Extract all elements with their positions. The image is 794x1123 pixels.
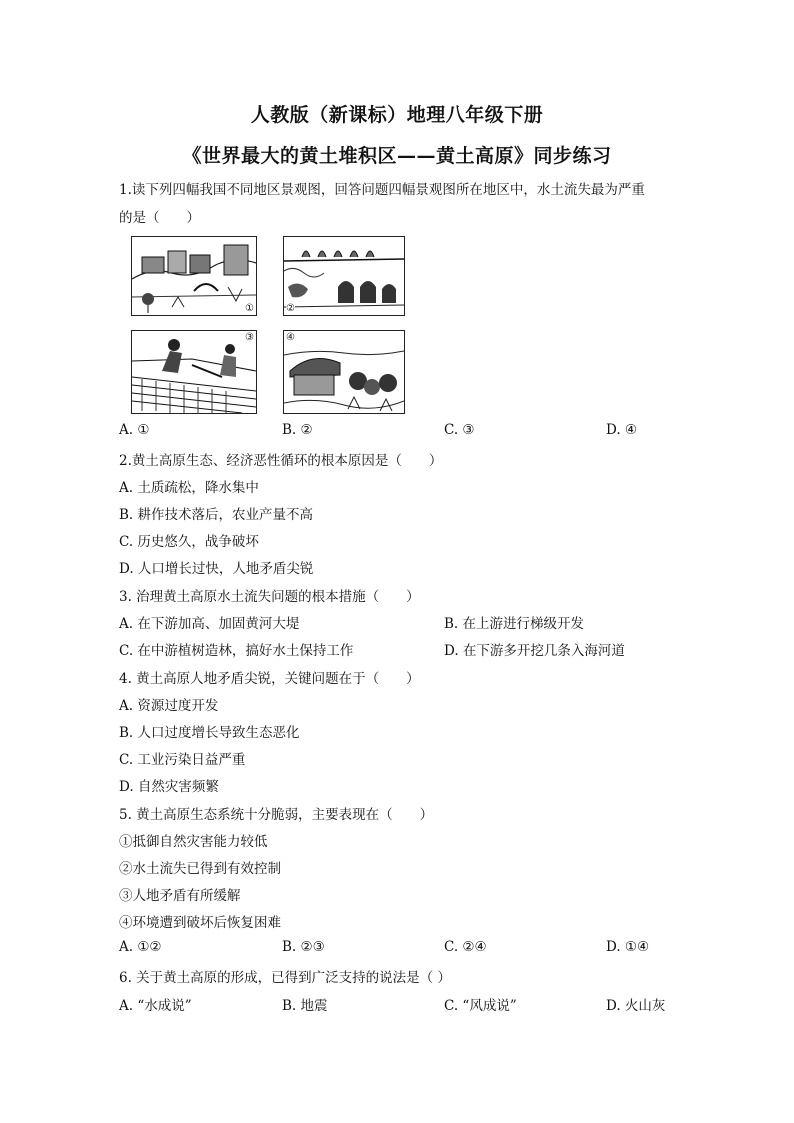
question-6-stem: 6. 关于黄土高原的形成，已得到广泛支持的说法是（ ）: [119, 970, 451, 986]
question-5-statement-1: ①抵御自然灾害能力较低: [119, 834, 268, 850]
question-5-statement-2: ②水土流失已得到有效控制: [119, 861, 281, 877]
question-2-option-c[interactable]: C. 历史悠久，战争破坏: [119, 534, 259, 550]
riverside-village-drawing: [284, 331, 404, 413]
question-4-option-c[interactable]: C. 工业污染日益严重: [119, 752, 246, 768]
question-6-option-b[interactable]: B. 地震: [282, 998, 328, 1014]
question-5-option-a[interactable]: A. ①②: [119, 939, 162, 955]
question-5-stem: 5. 黄土高原生态系统十分脆弱，主要表现在（ ）: [119, 807, 434, 823]
figure-3-image: [131, 330, 257, 414]
page-title: 人教版（新课标）地理八年级下册: [250, 104, 544, 126]
figure-3-number: ③: [245, 332, 254, 343]
question-3-option-b[interactable]: B. 在上游进行梯级开发: [444, 616, 585, 632]
question-2-stem: 2.黄土高原生态、经济恶性循环的根本原因是（ ）: [119, 453, 443, 469]
figure-4-image: [283, 330, 405, 414]
question-6-option-a[interactable]: A. “水成说”: [119, 998, 192, 1014]
question-6-option-c[interactable]: C. “风成说”: [444, 998, 517, 1014]
figure-4-number: ④: [286, 332, 295, 343]
question-1-option-a[interactable]: A. ①: [119, 422, 150, 438]
question-6-option-d[interactable]: D. 火山灰: [606, 998, 666, 1014]
question-4-option-b[interactable]: B. 人口过度增长导致生态恶化: [119, 725, 300, 741]
terrace-farming-drawing: [132, 331, 256, 413]
page-subtitle: 《世界最大的黄土堆积区——黄土高原》同步练习: [182, 145, 612, 167]
figure-1-number: ①: [245, 303, 254, 314]
question-4-stem: 4. 黄土高原人地矛盾尖锐，关键问题在于（ ）: [119, 671, 420, 687]
question-3-option-c[interactable]: C. 在中游植树造林，搞好水土保持工作: [119, 643, 354, 659]
question-4-option-d[interactable]: D. 自然灾害频繁: [119, 779, 219, 795]
question-5-statement-4: ④环境遭到破坏后恢复困难: [119, 915, 281, 931]
cave-dwelling-drawing: [284, 237, 404, 315]
question-2-option-b[interactable]: B. 耕作技术落后，农业产量不高: [119, 507, 314, 523]
question-1-stem-line-2: 的是（ ）: [119, 210, 200, 226]
question-5-option-b[interactable]: B. ②③: [282, 939, 325, 955]
question-4-option-a[interactable]: A. 资源过度开发: [119, 698, 219, 714]
question-5-statement-3: ③人地矛盾有所缓解: [119, 888, 241, 904]
landscape-figures: [131, 236, 407, 414]
figure-2-number: ②: [286, 303, 295, 314]
question-2-option-d[interactable]: D. 人口增长过快，人地矛盾尖锐: [119, 561, 314, 577]
question-3-option-a[interactable]: A. 在下游加高、加固黄河大堤: [119, 616, 300, 632]
question-1-option-d[interactable]: D. ④: [606, 422, 638, 438]
question-5-option-d[interactable]: D. ①④: [606, 939, 650, 955]
village-landscape-drawing: [132, 237, 256, 315]
question-1-option-b[interactable]: B. ②: [282, 422, 313, 438]
question-5-option-c[interactable]: C. ②④: [444, 939, 487, 955]
figure-2-image: [283, 236, 405, 316]
question-2-option-a[interactable]: A. 土质疏松，降水集中: [119, 480, 259, 496]
question-1-option-c[interactable]: C. ③: [444, 422, 475, 438]
figure-1-image: [131, 236, 257, 316]
question-3-stem: 3. 治理黄土高原水土流失问题的根本措施（ ）: [119, 589, 420, 605]
question-3-option-d[interactable]: D. 在下游多开挖几条入海河道: [444, 643, 625, 659]
question-1-stem-line-1: 1.读下列四幅我国不同地区景观图，回答问题四幅景观图所在地区中，水土流失最为严重: [119, 182, 645, 198]
